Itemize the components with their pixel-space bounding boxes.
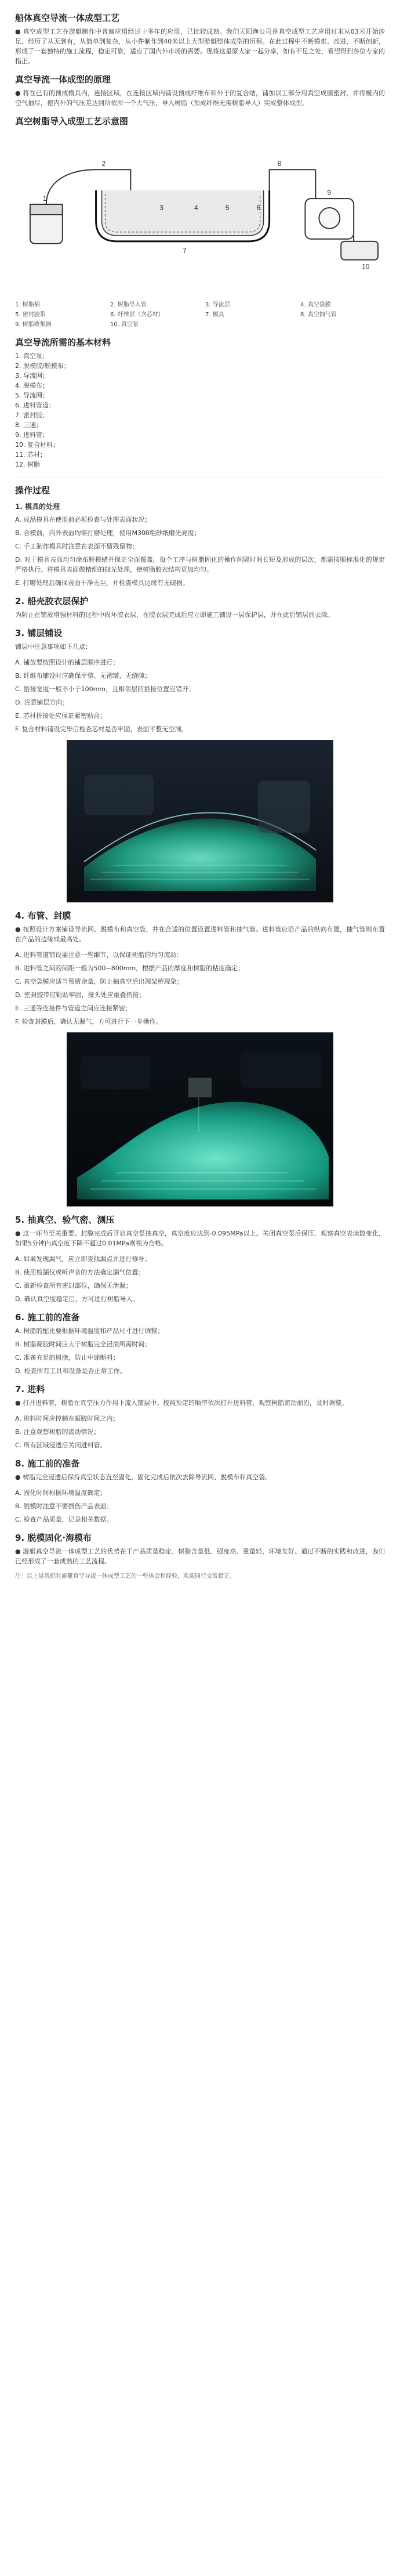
paragraph: ● 按照设计方案铺设导流网、脱模布和真空袋，并在合适的位置设置进料管和抽气管。进料管应沿产品的纵向布置，抽气管则布置在产品的边缘或最高处。 [15, 926, 385, 943]
diagram-label: 6 [256, 204, 261, 212]
factory-photo [67, 740, 333, 902]
section-prep [15, 1312, 385, 1376]
bagging-lines [15, 950, 385, 1027]
caption: 4. 真空袋膜 [300, 302, 331, 308]
process-diagram [15, 133, 385, 290]
list-item: 7. 密封胶； [15, 411, 49, 419]
section-title: 船体真空导流一体成型工艺 [15, 13, 120, 23]
section-infusion [15, 1384, 385, 1450]
list-item: 8. 三通； [15, 421, 42, 429]
list-item: 3. 导流网； [15, 372, 49, 380]
paragraph: E. 芯材拼接处应保证紧密贴合； [15, 712, 106, 720]
section-gelcoat [15, 596, 385, 620]
list-item: 4. 脱模布； [15, 382, 49, 389]
section-title: 操作过程 [15, 485, 50, 496]
prep-lines [15, 1326, 385, 1376]
paragraph: 为防止在铺放增强材料的过程中损坏胶衣层，在胶衣层完成后应立即施工铺设一层保护层，并在此后铺层前去除。 [15, 611, 334, 619]
diagram-label: 4 [194, 204, 198, 212]
diagram-captions [15, 301, 385, 329]
section-process [15, 485, 385, 588]
section-title: 9. 脱模固化·海模布 [15, 1533, 92, 1543]
materials-list [15, 351, 385, 469]
paragraph: C. 检查产品质量，记录相关数据。 [15, 1516, 113, 1523]
caption: 3. 导流层 [205, 302, 230, 308]
vacuum-lines [15, 1254, 385, 1304]
section-title: 真空树脂导入成型工艺示意图 [15, 116, 129, 127]
subheading: 1. 模具的处理 [15, 503, 60, 511]
paragraph: ● 这一环节至关重要。封膜完成后开启真空泵抽真空，真空度应达到-0.095MPa以上。关闭真空泵后保压，观察真空表读数变化，如果5分钟内真空度下降不超过0.01MPa则视为合格。 [15, 1230, 385, 1247]
paragraph: E. 三通等连接件与管道之间应连接紧密； [15, 1005, 132, 1012]
section-bagging [15, 911, 385, 1206]
process-lines [15, 515, 385, 588]
diagram-label: 8 [277, 160, 282, 168]
caption: 10. 真空泵 [110, 321, 139, 328]
list-item: 11. 芯材； [15, 451, 46, 458]
section-title: 5. 抽真空、验气密、测压 [15, 1215, 115, 1225]
section-intro [15, 13, 385, 66]
paragraph: C. 所有区域浸透后关闭进料管。 [15, 1441, 107, 1449]
paragraph: A. 固化时间根据环境温度确定； [15, 1489, 107, 1497]
diagram-label: 10 [362, 262, 370, 271]
paragraph: C. 准备充足的树脂，防止中途断料； [15, 1354, 119, 1361]
paragraph: D. 注意铺层方向； [15, 699, 69, 706]
paragraph: ● 游艇真空导流一体成型工艺的优势在于产品质量稳定、树脂含量低、强度高、重量轻、环境友好。通过不断的实践和改进，我们已经形成了一套成熟的工艺流程。 [15, 1548, 385, 1565]
caption: 6. 纤维层（含芯材） [110, 312, 164, 318]
section-title: 6. 施工前的准备 [15, 1312, 80, 1323]
paragraph: ● 真空成型工艺在游艇制作中普遍应用经过十多年的应用，已比较成熟。我们天阳渔公司是真空成型工艺应用过米从03米开始涉足，经历了从无到有，从简单到复杂，从小件制作到40米以上大型游艇整体成型的历程。在此过程中不断摸索、改进，不断创新，形成了一套独特的施工流程，稳定可靠，适应了国内外市场的需要。现将这是原大家一起分享，如有不足之处，希望得到各位专家的指正。 [15, 28, 385, 65]
list-item: 1. 真空泵； [15, 352, 49, 360]
paragraph: E. 打磨处理后确保表面干净无尘，并检查模具边缘有无破损。 [15, 579, 189, 587]
section-title: 2. 船壳胶衣层保护 [15, 596, 89, 606]
paragraph: B. 合模前，内外表面均需打磨处理，使用M300粗砂纸磨光亮度； [15, 529, 201, 537]
paragraph: A. 如果发现漏气，应立即查找漏点并进行修补； [15, 1255, 151, 1263]
caption: 7. 模具 [205, 312, 224, 318]
section-title: 4. 布管、封膜 [15, 911, 71, 921]
paragraph: A. 进料管道铺设要注意一些细节，以保证树脂的均匀流动： [15, 951, 183, 959]
paragraph: F. 复合材料铺设完毕后检查芯材是否牢固，表面平整无空洞。 [15, 725, 188, 733]
section-layup [15, 628, 385, 902]
paragraph: C. 搭接宽度一般不小于100mm，且相邻层的搭接位置应错开； [15, 685, 195, 693]
paragraph: C. 手工制作模具时注意在表面不留残留物； [15, 543, 139, 550]
caption: 5. 密封胶带 [15, 312, 46, 318]
cure-lines [15, 1488, 385, 1524]
section-title: 真空导流所需的基本材料 [15, 337, 111, 348]
diagram-label: 3 [159, 204, 163, 212]
section-title: 7. 进料 [15, 1384, 45, 1394]
paragraph: B. 脱模时注意不要损伤产品表面； [15, 1502, 113, 1510]
section-summary [15, 1533, 385, 1581]
paragraph: D. 密封胶带应粘贴牢固，接头处应重叠搭接； [15, 991, 146, 999]
paragraph: B. 使用检漏仪或听声音的方法确定漏气位置； [15, 1269, 145, 1276]
paragraph: ● 将在已有的预成模具内，连接区域，在连接区域内铺设预成纤维布和外于的复合结，铺加以工部分用真空成膜密封，并将模内的空气抽尽，使内外的气压差达到所依所一个大气压，导入树脂（预成纤维无需树脂导入）实成整体成型。 [15, 89, 385, 107]
paragraph: F. 检查封膜后，确认无漏气，方可进行下一步操作。 [15, 1018, 162, 1025]
paragraph: C. 真空袋膜应适当预留余量，防止抽真空后出现架桥现象； [15, 978, 183, 985]
note: 注：以上是我们对游艇真空导流一体成型工艺的一些体会和经验，欢迎同行交流指正。 [15, 1573, 235, 1580]
paragraph: D. 对于模具表面均匀涂布脱模蜡并保证全面覆盖。每个工序与树脂固化的操作间隔时间长短及形成的层次，都需按照标准化的规定严格执行。将模具表面做精细的抛光处理，使树脂胶衣结构更加均匀。 [15, 556, 385, 573]
list-item: 5. 导流网； [15, 392, 49, 399]
diagram-label: 1 [42, 194, 47, 203]
paragraph: A. 铺放要按照设计的铺层顺序进行； [15, 659, 119, 666]
paragraph: 铺层中注意事项如下几点： [15, 643, 92, 651]
paragraph: D. 确认真空度稳定后，方可进行树脂导入。 [15, 1295, 139, 1303]
paragraph: B. 树脂凝胶时间应大于树脂完全浸渍所需时间； [15, 1341, 151, 1348]
workshop-photo [67, 1032, 333, 1206]
infusion-lines [15, 1414, 385, 1450]
caption: 9. 树脂收集器 [15, 321, 52, 328]
diagram-label: 2 [101, 160, 106, 168]
section-diagram [15, 116, 385, 329]
section-principle [15, 74, 385, 108]
paragraph: C. 重新检查所有密封部位，确保无泄漏； [15, 1282, 132, 1289]
paragraph: D. 检查所有工具和设备是否正常工作。 [15, 1367, 126, 1375]
paragraph: ● 树脂完全浸透后保持真空状态直至固化，固化完成后依次去除导流网、脱模布和真空袋。 [15, 1473, 272, 1481]
diagram-label: 7 [183, 246, 187, 255]
section-title: 3. 铺层铺设 [15, 628, 63, 638]
paragraph: A. 成品模具在使用前必须检查与处理表面状况； [15, 516, 151, 523]
section-title: 8. 施工前的准备 [15, 1458, 80, 1469]
diagram-label: 5 [225, 204, 230, 212]
caption: 2. 树脂导入管 [110, 302, 147, 308]
section-title: 真空导流一体成型的原理 [15, 74, 111, 85]
section-materials [15, 337, 385, 469]
section-cure [15, 1458, 385, 1524]
caption: 1. 树脂桶 [15, 302, 40, 308]
paragraph: B. 注意观察树脂的流动情况； [15, 1428, 100, 1436]
paragraph: B. 纤维布铺设时应确保平整、无褶皱、无缝隙； [15, 672, 151, 680]
caption: 8. 真空抽气管 [300, 312, 337, 318]
paragraph: B. 进料管之间的间距一般为500~800mm，根据产品的厚度和树脂的粘度确定； [15, 964, 245, 972]
paragraph: ● 打开进料管，树脂在真空压力作用下流入铺层中。按照预定的顺序依次打开进料管，观察树脂流动前沿，及时调整。 [15, 1399, 348, 1407]
section-vacuum-test [15, 1215, 385, 1304]
paragraph: A. 树脂的配比要根据环境温度和产品尺寸进行调整； [15, 1327, 164, 1335]
list-item: 6. 进料管道； [15, 402, 55, 409]
list-item: 12. 树脂 [15, 461, 40, 468]
list-item: 10. 复合材料； [15, 441, 59, 449]
layup-lines [15, 657, 385, 734]
list-item: 9. 进料管； [15, 431, 49, 439]
paragraph: A. 进料时间应控制在凝胶时间之内； [15, 1415, 119, 1422]
diagram-label: 9 [327, 189, 331, 197]
list-item: 2. 脱模胶/脱模布； [15, 362, 70, 370]
